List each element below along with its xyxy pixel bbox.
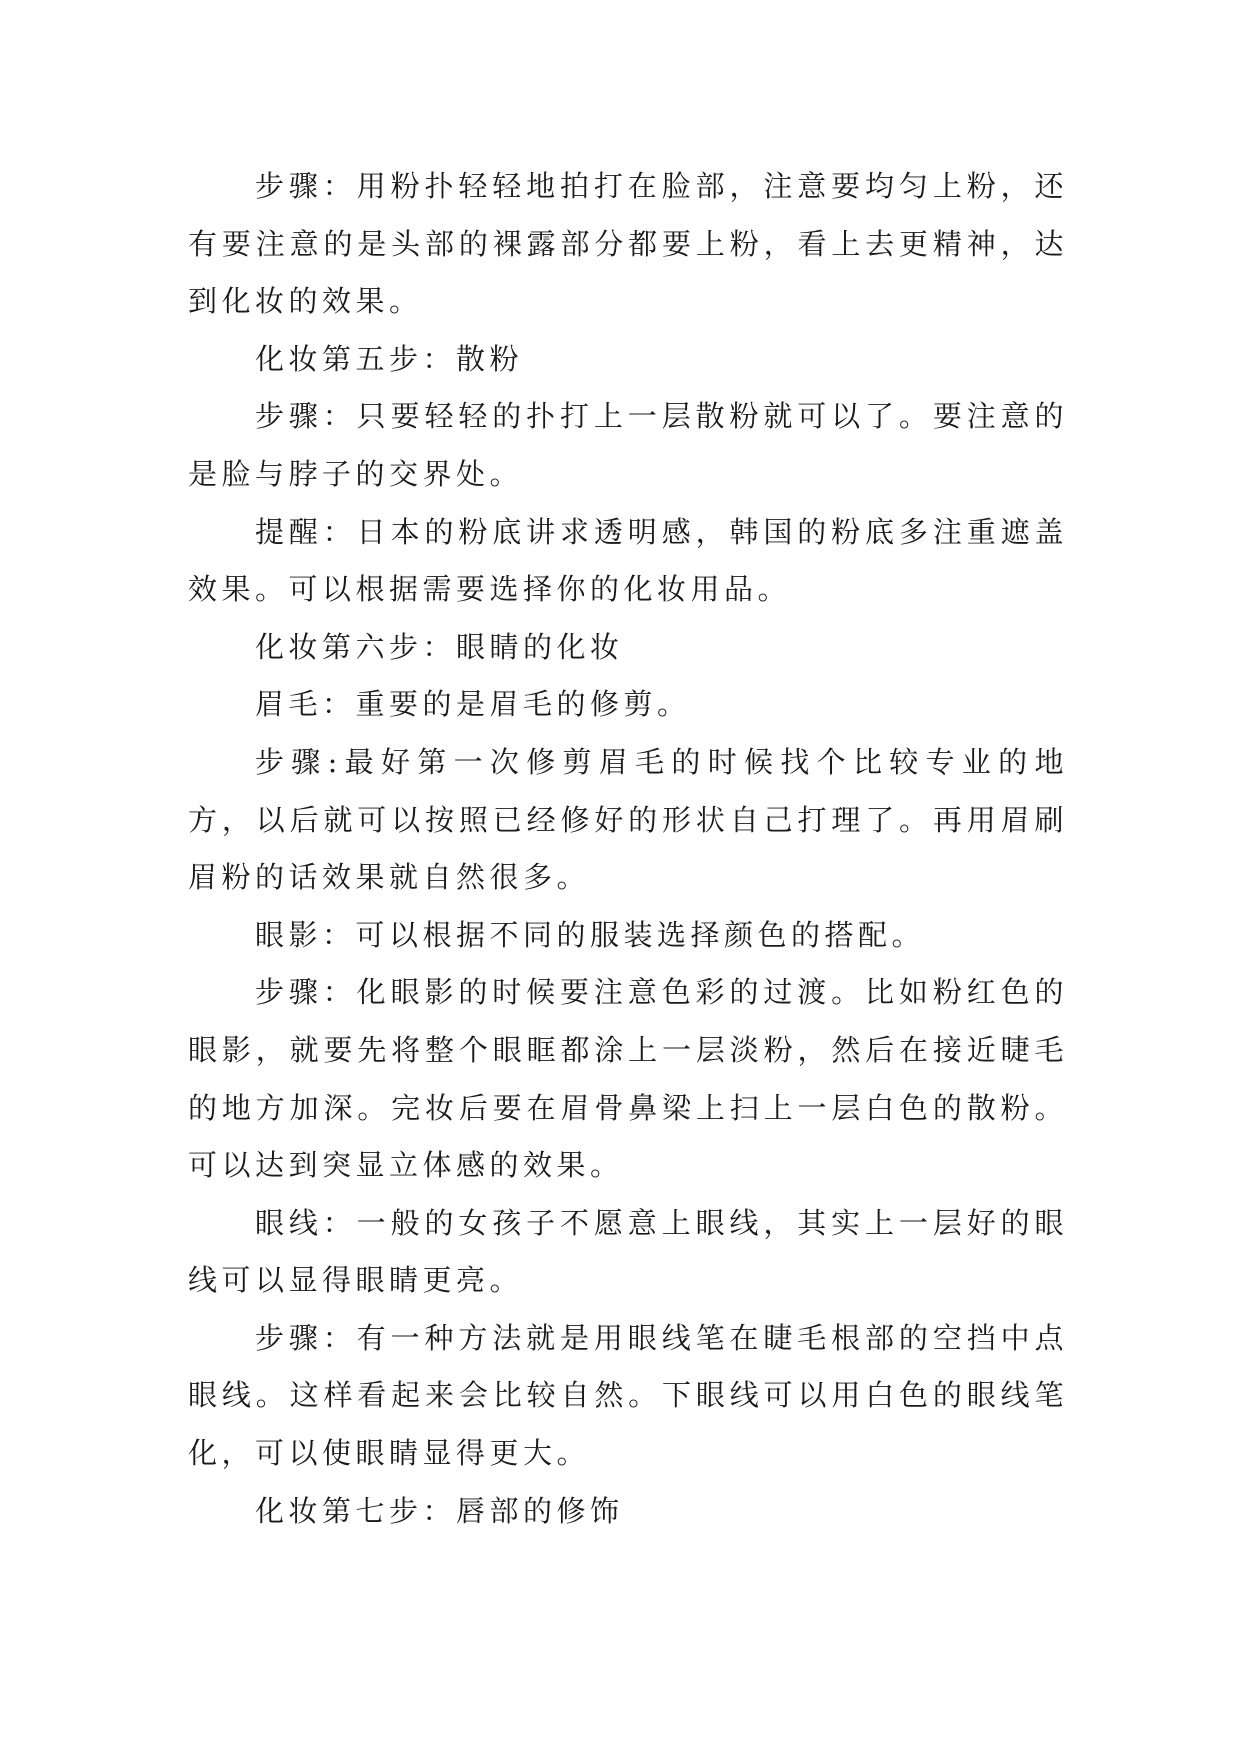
paragraph-eyeliner: 眼线：一般的女孩子不愿意上眼线，其实上一层好的眼线可以显得眼睛更亮。 <box>188 1205 1068 1298</box>
paragraph-powder-puff-step: 步骤：用粉扑轻轻地拍打在脸部，注意要均匀上粉，还有要注意的是头部的裸露部分都要上粉，看上去更精神，达到化妆的效果。 <box>188 169 1068 319</box>
heading-step-six: 化妆第六步：眼睛的化妆 <box>255 629 624 664</box>
paragraph-loose-powder-step: 步骤：只要轻轻的扑打上一层散粉就可以了。要注意的是脸与脖子的交界处。 <box>188 399 1068 491</box>
paragraph-eyebrows: 眉毛：重要的是眉毛的修剪。 <box>255 687 691 722</box>
heading-step-five: 化妆第五步：散粉 <box>255 341 524 376</box>
heading-step-seven: 化妆第七步：唇部的修饰 <box>255 1493 624 1528</box>
paragraph-eyeshadow-step: 步骤：化眼影的时候要注意色彩的过渡。比如粉红色的眼影，就要先将整个眼眶都涂上一层淡粉，然后在接近睫毛的地方加深。完妆后要在眉骨鼻梁上扫上一层白色的散粉。可以达到突显立体感的效果。 <box>188 975 1068 1183</box>
paragraph-reminder: 提醒：日本的粉底讲求透明感，韩国的粉底多注重遮盖效果。可以根据需要选择你的化妆用品。 <box>188 514 1068 607</box>
paragraph-eyeshadow: 眼影：可以根据不同的服装选择颜色的搭配。 <box>255 917 926 952</box>
paragraph-eyeliner-step: 步骤：有一种方法就是用眼线笔在睫毛根部的空挡中点眼线。这样看起来会比较自然。下眼线可以用白色的眼线笔化，可以使眼睛显得更大。 <box>188 1320 1068 1471</box>
document-body <box>188 158 1068 1540</box>
paragraph-eyebrow-step: 步骤:最好第一次修剪眉毛的时候找个比较专业的地方，以后就可以按照已经修好的形状自己打理了。再用眉刷眉粉的话效果就自然很多。 <box>188 744 1068 895</box>
